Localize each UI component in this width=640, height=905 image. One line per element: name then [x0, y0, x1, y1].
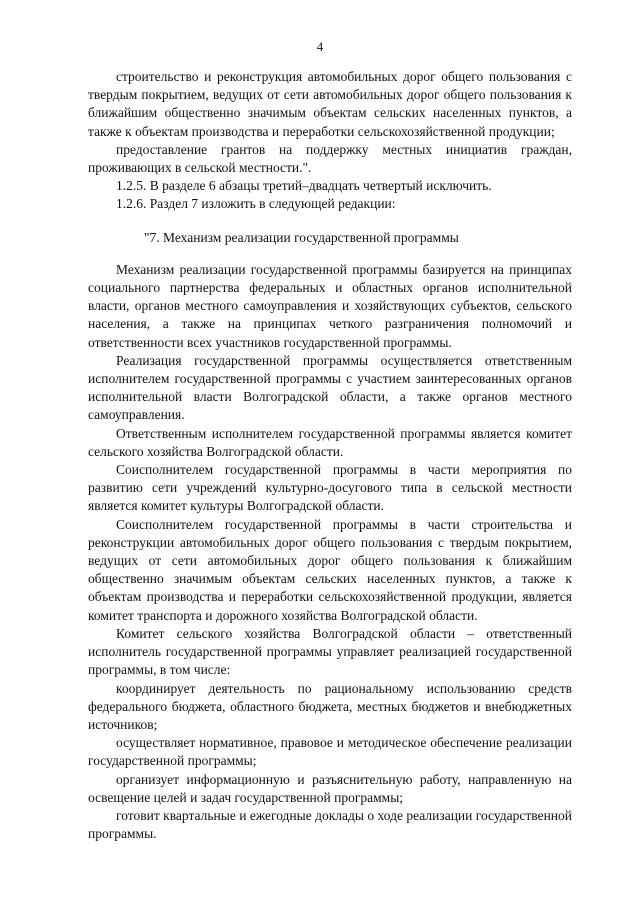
paragraph-implementation: Реализация государственной программы осуществляется ответственным исполнителем государственной программы с участием заинтересованных органов исполнительной власти Волгоградской области, а также органов местного самоуправления.: [88, 352, 572, 423]
section-heading: "7. Механизм реализации государственной программы: [144, 229, 459, 245]
document-body: [88, 68, 572, 843]
paragraph-committee-role: Комитет сельского хозяйства Волгоградской области – ответственный исполнитель государственной программы управляет реализацией государственной программы, в том числе:: [88, 625, 572, 678]
paragraph-information-work: организует информационную и разъяснительную работу, направленную на освещение целей и задач государственной программы;: [88, 771, 572, 805]
paragraph-item-1-2-6: 1.2.6. Раздел 7 изложить в следующей редакции:: [116, 196, 396, 212]
paragraph-grants: предоставление грантов на поддержку местных инициатив граждан, проживающих в сельской местности.".: [88, 141, 572, 176]
paragraph-item-1-2-5: 1.2.5. В разделе 6 абзацы третий–двадцать четвертый исключить.: [116, 178, 492, 194]
paragraph-coexecutor-culture: Соисполнителем государственной программы в части мероприятия по развитию сети учреждений культурно-досугового типа в сельской местности является комитет культуры Волгоградской области.: [88, 462, 572, 514]
paragraph-coexecutor-transport: Соисполнителем государственной программы в части строительства и реконструкции автомобильных дорог общего пользования с твердым покрытием, ведущих от сети автомобильных дорог общего пользования к ближайшим общественно значимым объектам сельских населенных пунктов, а также к объектам производства и переработки сельскохозяйственной продукции, является комитет транспорта и дорожного хозяйства Волгоградской области.: [88, 516, 572, 623]
paragraph-reports: готовит квартальные и ежегодные доклады о ходе реализации государственной программы.: [88, 807, 572, 842]
paragraph-responsible-executor: Ответственным исполнителем государственной программы является комитет сельского хозяйства Волгоградской области.: [88, 425, 572, 459]
paragraph-mechanism: Механизм реализации государственной программы базируется на принципах социального партнерства федеральных и областных органов исполнительной власти, органов местного самоуправления и хозяйствующих субъектов, сельского населения, а также на принципах четкого разграничения полномочий и ответственности всех участников государственной программы.: [88, 261, 572, 350]
paragraph-regulatory-support: осуществляет нормативное, правовое и методическое обеспечение реализации государственной программы;: [88, 735, 572, 769]
paragraph-coordinates: координирует деятельность по рациональному использованию средств федерального бюджета, областного бюджета, местных бюджетов и внебюджетных источников;: [88, 680, 572, 732]
page-number: 4: [316, 39, 324, 54]
paragraph-roads-construction: строительство и реконструкция автомобильных дорог общего пользования с твердым покрытием, ведущих от сети автомобильных дорог общего пользования к ближайшим общественно значимым объектам сельских населенных пунктов, а также к объектам производства и переработки сельскохозяйственной продукции;: [88, 69, 572, 139]
